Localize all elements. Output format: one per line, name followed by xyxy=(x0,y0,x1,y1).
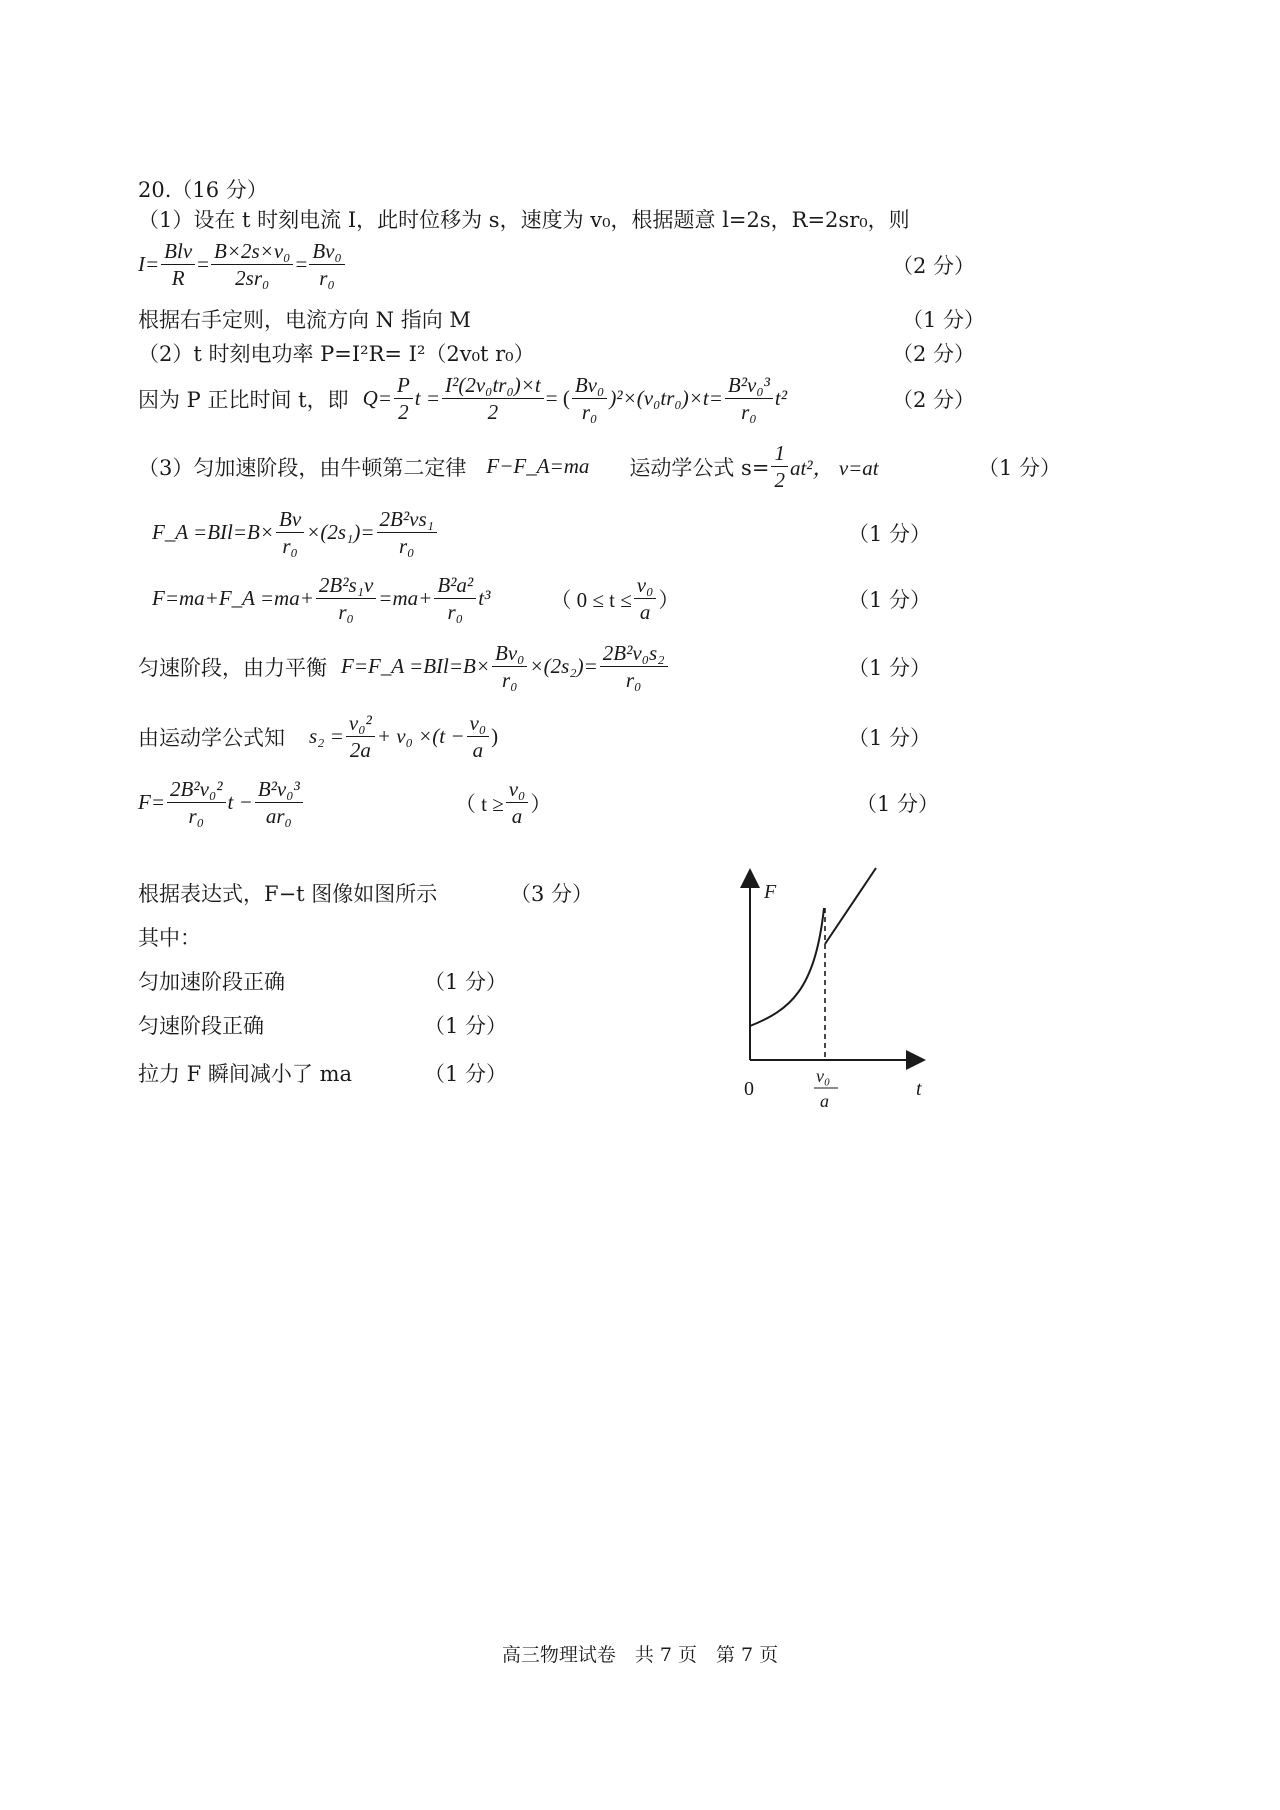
score-s2: （1 分） xyxy=(848,726,932,750)
displacement-equation: 由运动学公式知 s₂ = $\frac{\text{v₀²}}{2a}$ + v₀ ×(t − $\frac{\text{v₀}}{a}$ ) xyxy=(138,711,499,762)
tick-numerator: v₀ xyxy=(816,1066,831,1086)
page-footer: 高三物理试卷 共 7 页 第 7 页 xyxy=(501,1644,779,1666)
score-graph: （3 分） xyxy=(510,882,594,906)
score-fa: （1 分） xyxy=(848,522,932,546)
item-3-label: 拉力 F 瞬间减小了 ma xyxy=(138,1062,353,1086)
force-time-graph xyxy=(720,860,940,1120)
item-3-score: （1 分） xyxy=(424,1062,508,1086)
tick-denominator: a xyxy=(820,1091,829,1111)
score-eq1: （2 分） xyxy=(892,254,976,278)
origin-label: 0 xyxy=(744,1078,754,1100)
graph-statement: 根据表达式，F−t 图像如图所示 xyxy=(138,882,438,906)
score-f1: （1 分） xyxy=(848,588,932,612)
score-uniform: （1 分） xyxy=(848,656,932,680)
item-2-label: 匀速阶段正确 xyxy=(138,1014,264,1038)
item-1-label: 匀加速阶段正确 xyxy=(138,970,285,994)
force-uniform-equation: F= $\frac{\text{2B²v₀²}}{\text{r₀}}$ t − $\frac{\text{B²v₀³}}{\text{ar₀}}$ （ t ≥ $\frac{\text{v₀}}{a}$ ） xyxy=(138,777,552,828)
item-1-score: （1 分） xyxy=(424,970,508,994)
score-part3: （1 分） xyxy=(978,456,1062,480)
among-label: 其中： xyxy=(138,926,201,950)
score-f2: （1 分） xyxy=(856,792,940,816)
part2-statement: （2）t 时刻电功率 P=I²R= I²（2v₀t r₀） xyxy=(138,342,535,366)
current-equation: I= $\frac{\text{Blv}}{R}$ = $\frac{\text{B×2s×v₀}}{\text{2sr₀}}$ = $\frac{\text{Bv₀}}{\text{r₀}}$ xyxy=(138,238,347,291)
ampere-force-equation: F_A =BIl=B× $\frac{Bv}{\text{r₀}}$ ×(2s₁)= $\frac{\text{2B²vs₁}}{\text{r₀}}$ xyxy=(152,506,439,559)
y-label: F xyxy=(764,881,777,903)
item-2-score: （1 分） xyxy=(424,1014,508,1038)
question-header: 20.（16 分） xyxy=(138,178,268,202)
uniform-equation: 匀速阶段，由力平衡 F=F_A =BIl=B× $\frac{\text{Bv₀}}{\text{r₀}}$ ×(2s₂)= $\frac{\text{2B²v₀s₂}}{\text{r₀}}$ xyxy=(138,640,670,693)
part1-statement: （1）设在 t 时刻电流 I，此时位移为 s，速度为 v₀，根据题意 l=2s，R=2sr₀，则 xyxy=(138,208,910,232)
part3-intro: （3）匀加速阶段，由牛顿第二定律 F−F_A=ma 运动学公式 s= $\frac{1}{2}$ at²， v=at xyxy=(138,441,879,492)
score-eq2: （2 分） xyxy=(892,388,976,412)
direction-statement: 根据右手定则，电流方向 N 指向 M xyxy=(138,308,471,332)
heat-equation: 因为 P 正比时间 t，即 Q= $\frac{P}{2}$ t = $\frac{\text{I²(2v₀tr₀)×t}}{2}$ = ( $\frac{\text{Bv₀}}{\text{r₀}}$ )²×(v₀tr₀)×t= $\frac{\text{B²v₀³}}{\text{r₀}}$ t² xyxy=(138,373,788,424)
x-label: t xyxy=(916,1078,922,1100)
score-direction: （1 分） xyxy=(902,308,986,332)
uniform-line xyxy=(825,868,876,944)
score-part2: （2 分） xyxy=(892,342,976,366)
force-accel-equation: F=ma+F_A =ma+ $\frac{\text{2B²s₁v}}{\text{r₀}}$ =ma+ $\frac{\text{B²a²}}{\text{r₀}}$ t³ （ 0 ≤ t ≤ $\frac{\text{v₀}}{a}$ ） xyxy=(152,573,680,624)
accel-curve xyxy=(750,908,824,1026)
